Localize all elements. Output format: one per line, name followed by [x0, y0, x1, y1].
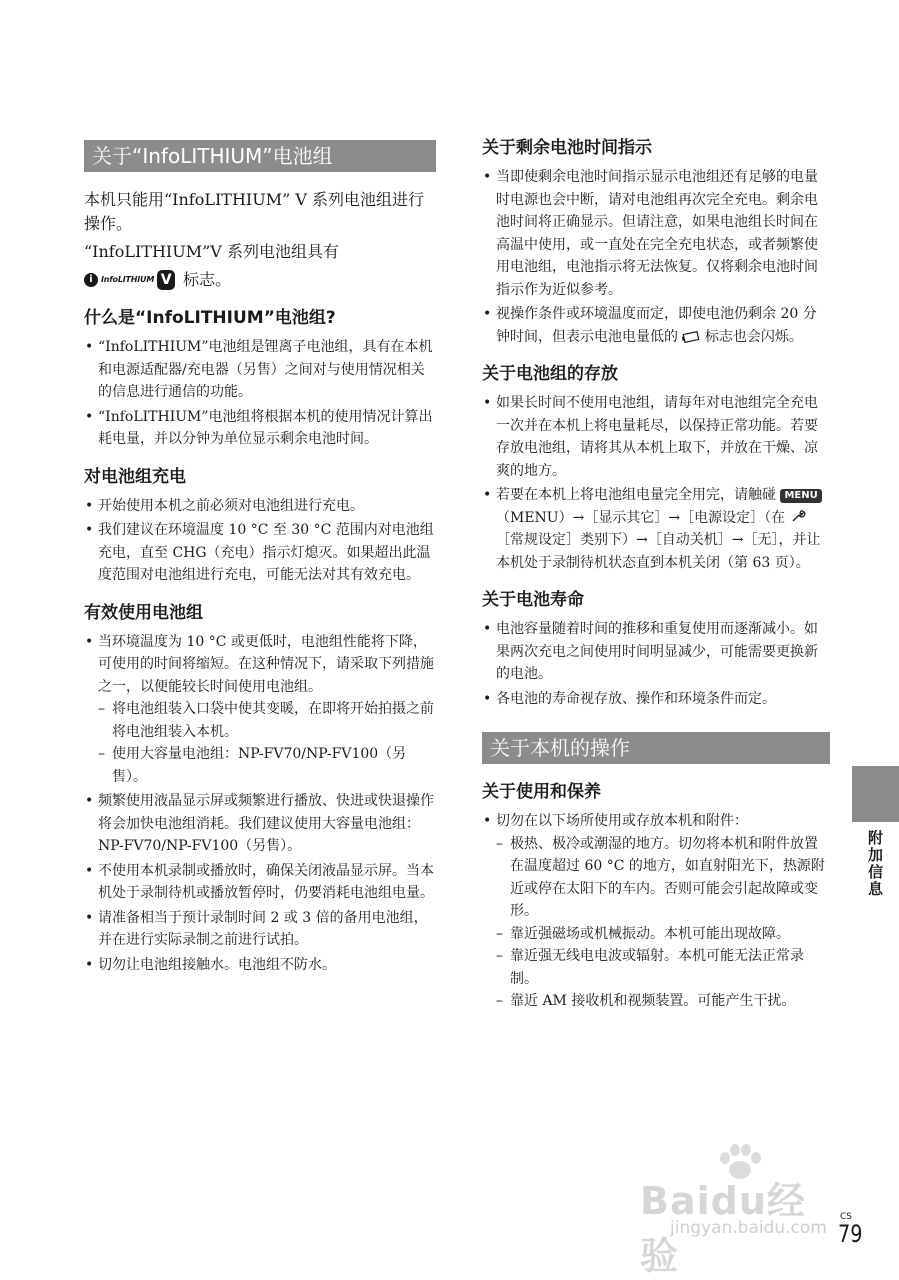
wrench-icon	[790, 508, 806, 524]
heading-what-is: 什么是“InfoLITHIUM”电池组?	[84, 308, 336, 328]
sub-list-item: – 将电池组装入口袋中使其变暖，在即将开始拍摄之前将电池组装入本机。	[98, 698, 436, 743]
list-item: • 如果长时间不使用电池组，请每年对电池组完全充电一次并在本机上将电量耗尽，以保持正常功能。若要存放电池组，请将其从本机上取下，并放在干燥、凉爽的地方。	[482, 392, 830, 482]
list-item: • 切勿让电池组接触水。电池组不防水。	[84, 954, 436, 977]
heading-storage: 关于电池组的存放	[482, 364, 618, 384]
watermark	[640, 1142, 840, 1278]
list-item: • 当即使剩余电池时间指示显示电池组还有足够的电量时电源也会中断，请对电池组再次完全充电。剩余电池时间将正确显示。但请注意，如果电池组长时间在高温中使用，或一直处在完全充电状态，或者频繁使用电池组，电池指示将无法恢复。仅将剩余电池时间指示作为近似参考。	[482, 166, 830, 301]
charging-list	[84, 495, 436, 587]
list-item: • 不使用本机录制或播放时，确保关闭液晶显示屏。当本机处于录制待机或播放暂停时，仍要消耗电池组电量。	[84, 860, 436, 905]
list-item: • 开始使用本机之前必须对电池组进行充电。	[84, 495, 436, 518]
intro-text-2: “InfoLITHIUM”V 系列电池组具有	[84, 242, 339, 261]
list-item: • “InfoLITHIUM”电池组将根据本机的使用情况计算出耗电量，并以分钟为单位显示剩余电池时间。	[84, 406, 436, 451]
sub-list-item: – 极热、极冷或潮湿的地方。切勿将本机和附件放置在温度超过 60 °C 的地方，如直射阳光下，热源附近或停在太阳下的车内。否则可能会引起故障或变形。	[496, 833, 830, 923]
watermark-brand: Baidu经验	[640, 1179, 806, 1278]
effective-use-list	[84, 631, 436, 977]
menu-icon: MENU	[780, 489, 821, 503]
list-item: • 我们建议在环境温度 10 °C 至 30 °C 范围内对电池组充电，直至 CHG（充电）指示灯熄灭。如果超出此温度范围对电池组进行充电，可能无法对其有效充电。	[84, 519, 436, 587]
list-item: • 电池容量随着时间的推移和重复使用而逐渐减小。如果两次充电之间使用时间明显减少，可能需要更换新的电池。	[482, 618, 830, 686]
low-battery-icon	[682, 331, 700, 343]
list-item-text: 切勿在以下场所使用或存放本机和附件：	[496, 813, 748, 829]
left-column	[84, 132, 436, 978]
section-title-infolithium: 关于“InfoLITHIUM”电池组	[84, 140, 436, 172]
list-item: • “InfoLITHIUM”电池组是锂离子电池组，具有在本机和电源适配器/充电器（另售）之间对与使用情况相关的信息进行通信的功能。	[84, 336, 436, 404]
sub-list-item: – 靠近强磁场或机械振动。本机可能出现故障。	[496, 923, 830, 946]
list-item: • 各电池的寿命视存放、操作和环境条件而定。	[482, 688, 830, 711]
side-tab-marker	[852, 766, 899, 822]
logo-wordmark: InfoLITHIUM	[101, 275, 155, 284]
list-item-text-a: 若要在本机上将电池组电量完全用完，请触碰	[496, 487, 776, 503]
sub-list-item: – 靠近强无线电电波或辐射。本机可能无法正常录制。	[496, 945, 830, 990]
list-item	[84, 631, 436, 789]
list-item	[482, 303, 830, 348]
v-series-icon: V	[157, 270, 175, 290]
list-item: • 请准备相当于预计录制时间 2 或 3 倍的备用电池组，并在进行实际录制之前进行试拍。	[84, 907, 436, 952]
watermark-url: jingyan.baidu.com	[670, 1218, 827, 1238]
page-language: CS	[840, 1212, 852, 1222]
sub-list-item: – 靠近 AM 接收机和视频装置。可能产生干扰。	[496, 990, 830, 1013]
list-item-text-b: （MENU）→［显示其它］→［电源设定］（在	[496, 509, 786, 526]
heading-use-care: 关于使用和保养	[482, 782, 601, 802]
list-item-text: 当环境温度为 10 °C 或更低时，电池组性能将下降，可使用的时间将缩短。在这种情况下，请采取下列措施之一，以便能较长时间使用电池组。	[98, 633, 434, 695]
infolithium-logo	[84, 268, 175, 292]
storage-list	[482, 392, 830, 574]
section-title-operation: 关于本机的操作	[482, 732, 830, 764]
heading-battery-life: 关于电池寿命	[482, 590, 584, 610]
heading-remaining-time: 关于剩余电池时间指示	[482, 138, 652, 158]
use-care-list	[482, 810, 830, 1013]
intro-text-3: 标志。	[183, 270, 232, 289]
list-item	[482, 810, 830, 1013]
list-item-text-c: ［常规设定］类别下）→［自动关机］→［无］，并让本机处于录制待机状态直到本机关闭（第 63 页）。	[496, 532, 821, 571]
effective-sub-list	[98, 698, 436, 788]
heading-charging: 对电池组充电	[84, 466, 186, 487]
right-column	[482, 132, 830, 1015]
heading-effective-use: 有效使用电池组	[84, 602, 203, 623]
info-i-icon: i	[84, 273, 98, 287]
remaining-list	[482, 166, 830, 348]
page-number: 79	[838, 1220, 863, 1248]
sub-list-item: – 使用大容量电池组：NP-FV70/NP-FV100（另售）。	[98, 743, 436, 788]
list-item: • 频繁使用液晶显示屏或频繁进行播放、快进或快退操作将会加快电池组消耗。我们建议使用大容量电池组：NP-FV70/NP-FV100（另售）。	[84, 790, 436, 858]
intro-logo-line	[84, 268, 436, 292]
use-care-sub-list	[496, 833, 830, 1013]
list-item-text-a: 视操作条件或环境温度而定，即使电池仍剩余 20 分钟时间，但表示电池电量低的	[496, 306, 817, 345]
side-tab-label: 附加信息	[866, 830, 884, 898]
intro-text-1: 本机只能用“InfoLITHIUM” V 系列电池组进行操作。	[84, 190, 425, 233]
list-item-text-b: 标志也会闪烁。	[704, 328, 803, 345]
list-item	[482, 484, 830, 574]
battery-life-list	[482, 618, 830, 710]
what-is-list	[84, 336, 436, 451]
